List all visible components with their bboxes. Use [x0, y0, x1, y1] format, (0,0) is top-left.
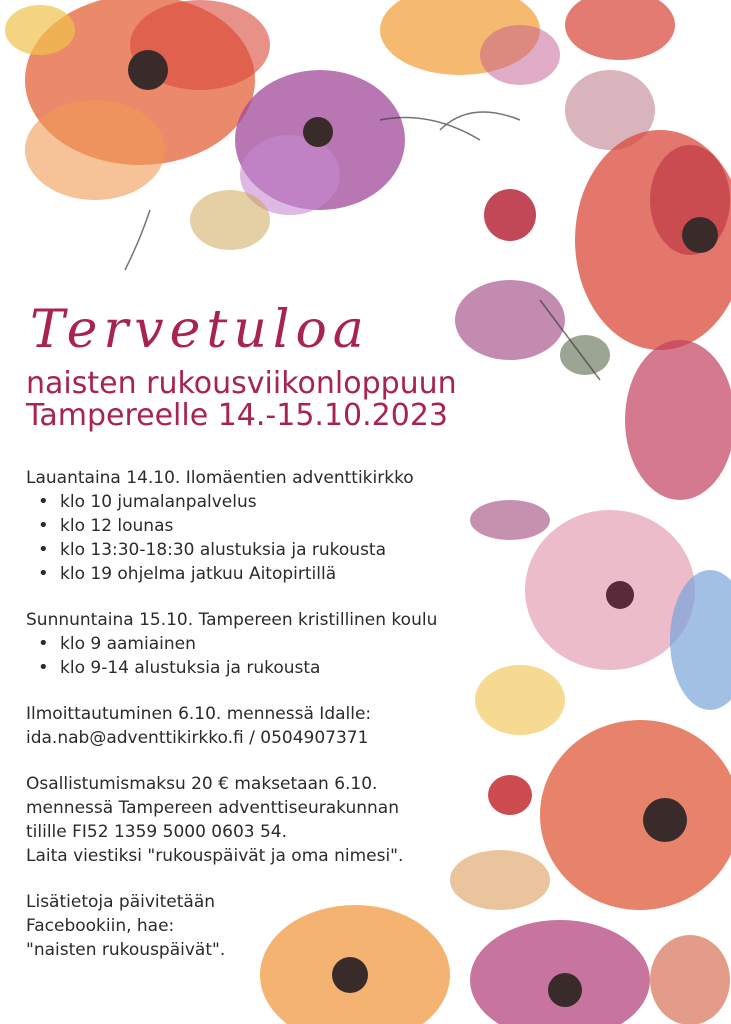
saturday-list — [26, 490, 496, 586]
flower-right-red — [455, 130, 731, 375]
more-info — [26, 890, 496, 962]
fee-line: mennessä Tampereen adventtiseurakunnan — [26, 798, 399, 818]
list-item: • klo 19 ohjelma jatkuu Aitopirtillä — [34, 562, 496, 586]
flower-right-mid — [470, 340, 731, 710]
subtitle-line-1: naisten rukousviikonloppuun — [26, 366, 457, 401]
fee-info — [26, 772, 496, 868]
fee-line: Osallistumismaksu 20 € maksetaan 6.10. — [26, 774, 378, 794]
info-line: Lisätietoja päivitetään — [26, 892, 216, 912]
invitation-text — [26, 300, 496, 962]
list-item: • klo 10 jumalanpalvelus — [34, 490, 496, 514]
subtitle-line-2: Tampereelle 14.-15.10.2023 — [26, 398, 449, 433]
info-line: "naisten rukouspäivät". — [26, 940, 226, 960]
list-item: • klo 9 aamiainen — [34, 632, 496, 656]
list-item: • klo 13:30-18:30 alustuksia ja rukousta — [34, 538, 496, 562]
sunday-list — [26, 632, 496, 680]
sunday-heading: Sunnuntaina 15.10. Tampereen kristillinen koulu — [26, 610, 438, 630]
sunday-section — [26, 608, 496, 680]
registration-info — [26, 702, 496, 750]
list-item: • klo 12 lounas — [34, 514, 496, 538]
registration-line: Ilmoittautuminen 6.10. mennessä Idalle: — [26, 704, 372, 724]
fee-line: tilille FI52 1359 5000 0603 54. — [26, 822, 288, 842]
fee-line: Laita viestiksi "rukouspäivät ja oma nimesi". — [26, 846, 404, 866]
saturday-heading: Lauantaina 14.10. Ilomäentien adventtikirkko — [26, 468, 414, 488]
flower-top-left — [5, 0, 270, 200]
saturday-section — [26, 466, 496, 586]
list-item: • klo 9-14 alustuksia ja rukousta — [34, 656, 496, 680]
welcome-title: Tervetuloa — [30, 300, 370, 360]
info-line: Facebookiin, hae: — [26, 916, 175, 936]
contact-line: ida.nab@adventtikirkko.fi / 0504907371 — [26, 728, 369, 748]
